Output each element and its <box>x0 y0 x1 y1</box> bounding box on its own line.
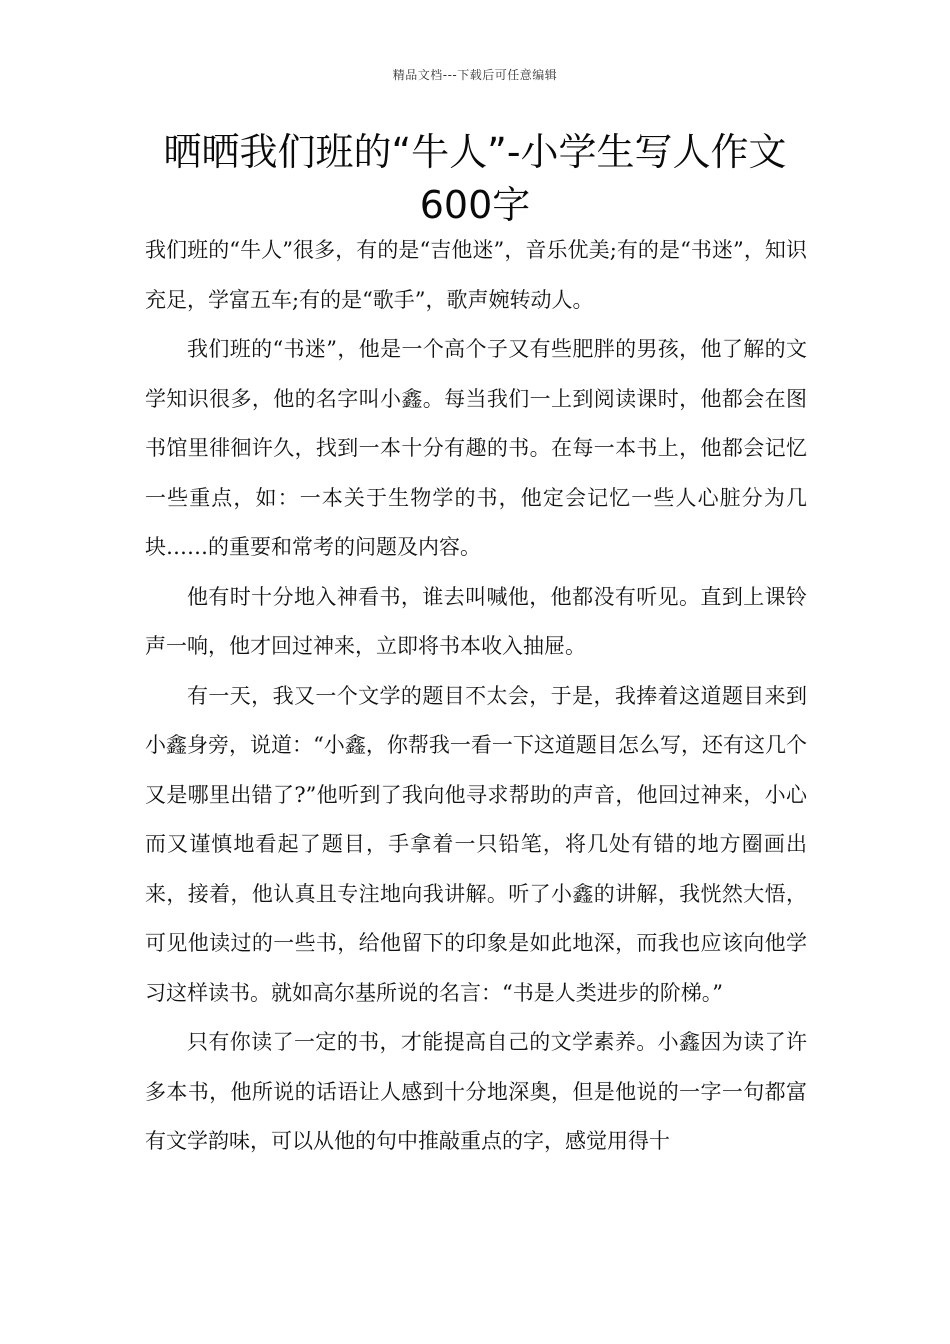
paragraph-1: 我们班的“牛人”很多，有的是“吉他迷”，音乐优美;有的是“书迷”，知识充足，学富五车;有的是“歌手”，歌声婉转动人。 <box>145 238 807 312</box>
article-body <box>145 226 807 1167</box>
article-title: 晒晒我们班的“牛人”-小学生写人作文600字 <box>163 130 787 227</box>
header-note: 精品文档---下载后可任意编辑 <box>392 68 558 82</box>
paragraph-5: 只有你读了一定的书，才能提高自己的文学素养。小鑫因为读了许多本书，他所说的话语让人感到十分地深奥，但是他说的一字一句都富有文学韵味，可以从他的句中推敲重点的字，感觉用得十 <box>145 1030 807 1153</box>
paragraph-4: 有一天，我又一个文学的题目不太会，于是，我捧着这道题目来到小鑫身旁，说道：“小鑫，你帮我一看一下这道题目怎么写，还有这几个又是哪里出错了?”他听到了我向他寻求帮助的声音，他回过神来，小心而又谨慎地看起了题目，手拿着一只铅笔，将几处有错的地方圈画出来，接着，他认真且专注地向我讲解。听了小鑫的讲解，我恍然大悟，可见他读过的一些书，给他留下的印象是如此地深，而我也应该向他学习这样读书。就如高尔基所说的名言：“书是人类进步的阶梯。” <box>145 683 807 1005</box>
paragraph-3: 他有时十分地入神看书，谁去叫喊他，他都没有听见。直到上课铃声一响，他才回过神来，立即将书本收入抽屉。 <box>145 584 807 658</box>
paragraph-2: 我们班的“书迷”，他是一个高个子又有些肥胖的男孩，他了解的文学知识很多，他的名字叫小鑫。每当我们一上到阅读课时，他都会在图书馆里徘徊许久，找到一本十分有趣的书。在每一本书上，他都会记忆一些重点，如：一本关于生物学的书，他定会记忆一些人心脏分为几块……的重要和常考的问题及内容。 <box>145 337 807 559</box>
